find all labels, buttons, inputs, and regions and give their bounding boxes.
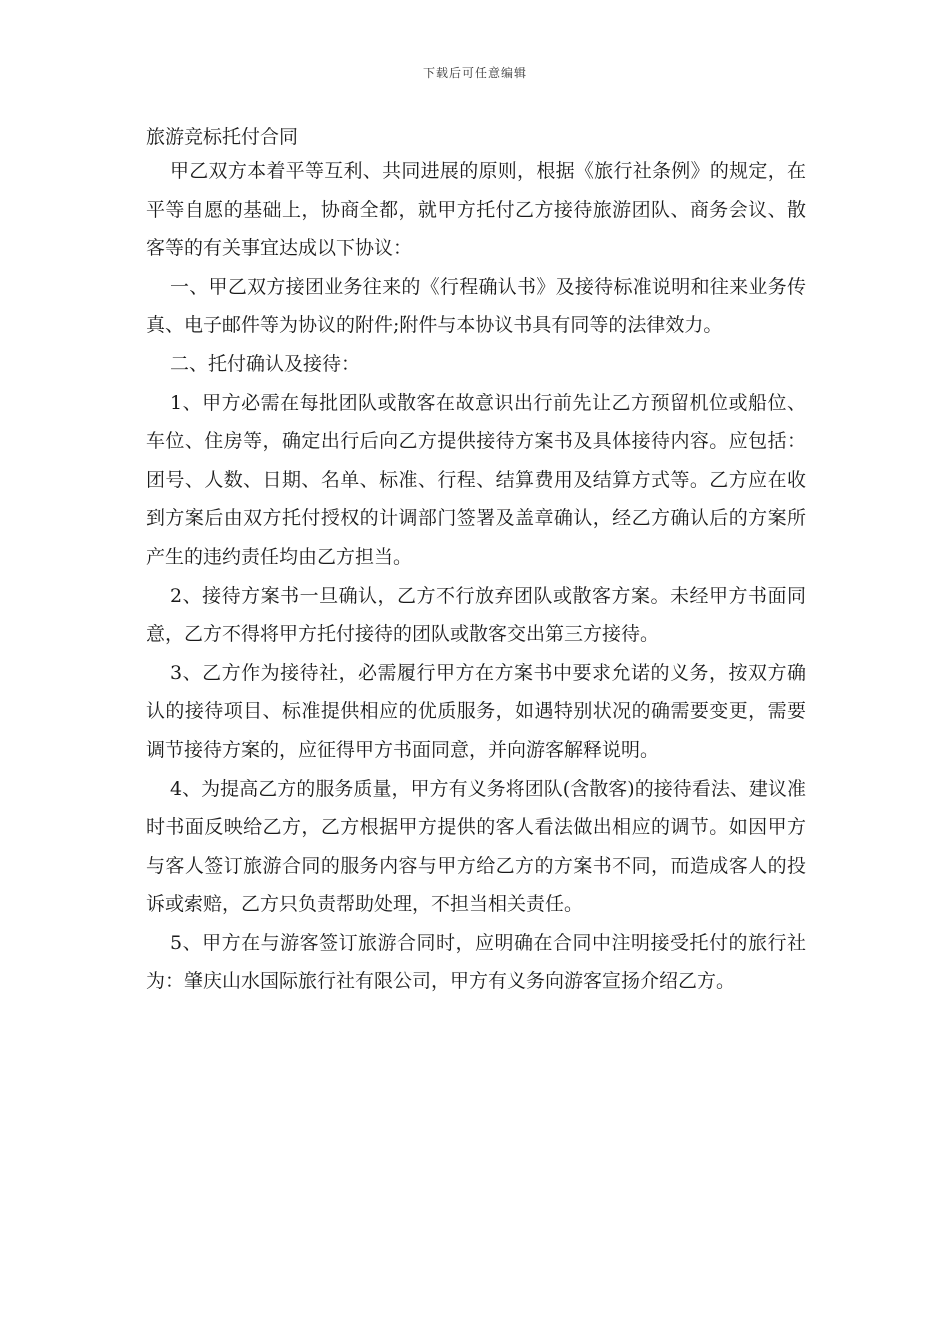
paragraph-clause-2-heading: 二、托付确认及接待：	[170, 352, 361, 375]
document-title: 旅游竞标托付合同	[146, 126, 299, 148]
paragraph-item-5: 5、甲方在与游客签订旅游合同时，应明确在合同中注明接受托付的旅行社为：肇庆山水国际旅行社有限公司，甲方有义务向游客宣扬介绍乙方。	[146, 931, 806, 993]
paragraph-item-3: 3、乙方作为接待社，必需履行甲方在方案书中要求允诺的义务，按双方确认的接待项目、标准提供相应的优质服务，如遇特别状况的确需要变更，需要调节接待方案的，应征得甲方书面同意，并向游客解释说明。	[146, 661, 806, 761]
document-body	[146, 152, 806, 1001]
paragraph-item-4: 4、为提高乙方的服务质量，甲方有义务将团队(含散客)的接待看法、建议准时书面反映给乙方，乙方根据甲方提供的客人看法做出相应的调节。如因甲方与客人签订旅游合同的服务内容与甲方给乙方的方案书不同，而造成客人的投诉或索赔，乙方只负责帮助处理，不担当相关责任。	[146, 777, 806, 916]
paragraph-item-2: 2、接待方案书一旦确认，乙方不行放弃团队或散客方案。未经甲方书面同意，乙方不得将甲方托付接待的团队或散客交出第三方接待。	[146, 584, 806, 646]
header-note: 下载后可任意编辑	[422, 66, 527, 80]
paragraph-item-1: 1、甲方必需在每批团队或散客在故意识出行前先让乙方预留机位或船位、车位、住房等，确定出行后向乙方提供接待方案书及具体接待内容。应包括：团号、人数、日期、名单、标准、行程、结算费用及结算方式等。乙方应在收到方案后由双方托付授权的计调部门签署及盖章确认，经乙方确认后的方案所产生的违约责任均由乙方担当。	[146, 391, 806, 568]
paragraph-clause-1: 一、甲乙双方接团业务往来的《行程确认书》及接待标准说明和往来业务传真、电子邮件等为协议的附件;附件与本协议书具有同等的法律效力。	[146, 275, 806, 337]
paragraph-intro: 甲乙双方本着平等互利、共同进展的原则，根据《旅行社条例》的规定，在平等自愿的基础上，协商全都，就甲方托付乙方接待旅游团队、商务会议、散客等的有关事宜达成以下协议：	[146, 160, 806, 260]
